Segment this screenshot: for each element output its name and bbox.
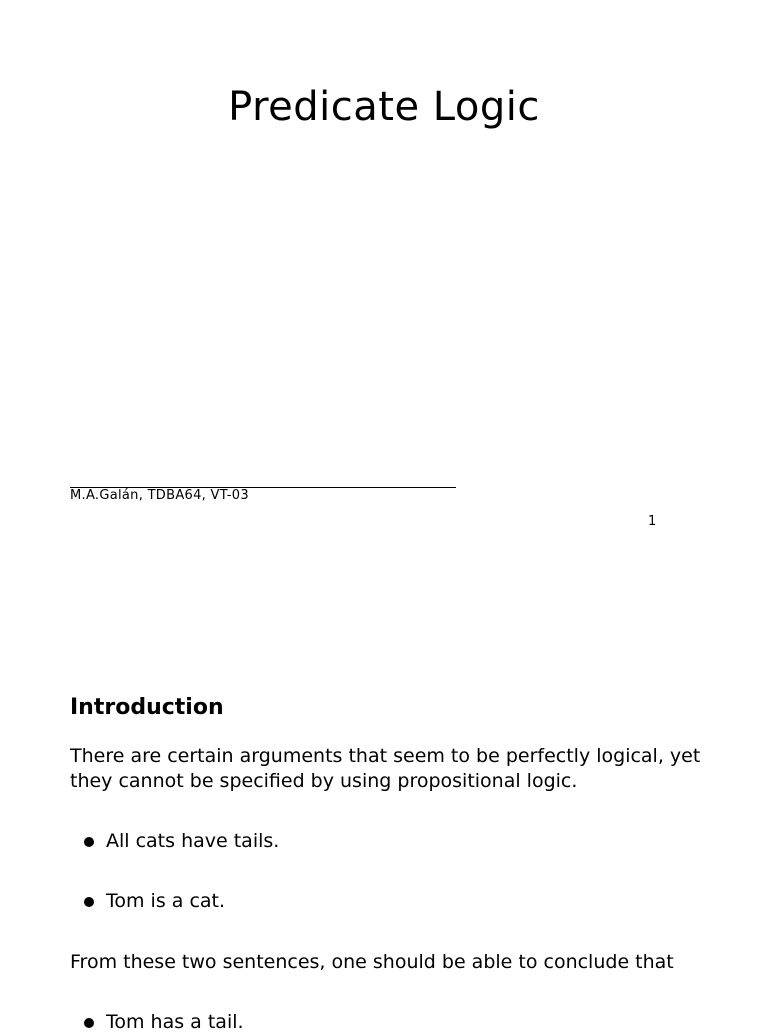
list-item [84,1010,244,1035]
list-item [84,829,279,854]
bullet-icon [84,837,94,847]
intro-paragraph: There are certain arguments that seem to be perfectly logical, yet they cannot be specified by using propositional logic. [70,745,701,792]
slide-title: Predicate Logic [228,84,540,130]
list-item [84,889,225,914]
section-heading: Introduction [70,695,224,720]
list-item-text: All cats have tails. [106,830,280,852]
list-item-text: Tom has a tail. [106,1011,244,1033]
slide-footer: M.A.Galán, TDBA64, VT-03 [70,488,249,503]
bullet-icon [84,1018,94,1028]
bullet-icon [84,897,94,907]
list-item-text: Tom is a cat. [106,890,226,912]
page-number: 1 [648,514,657,529]
conclusion-paragraph: From these two sentences, one should be able to conclude that [70,951,674,973]
